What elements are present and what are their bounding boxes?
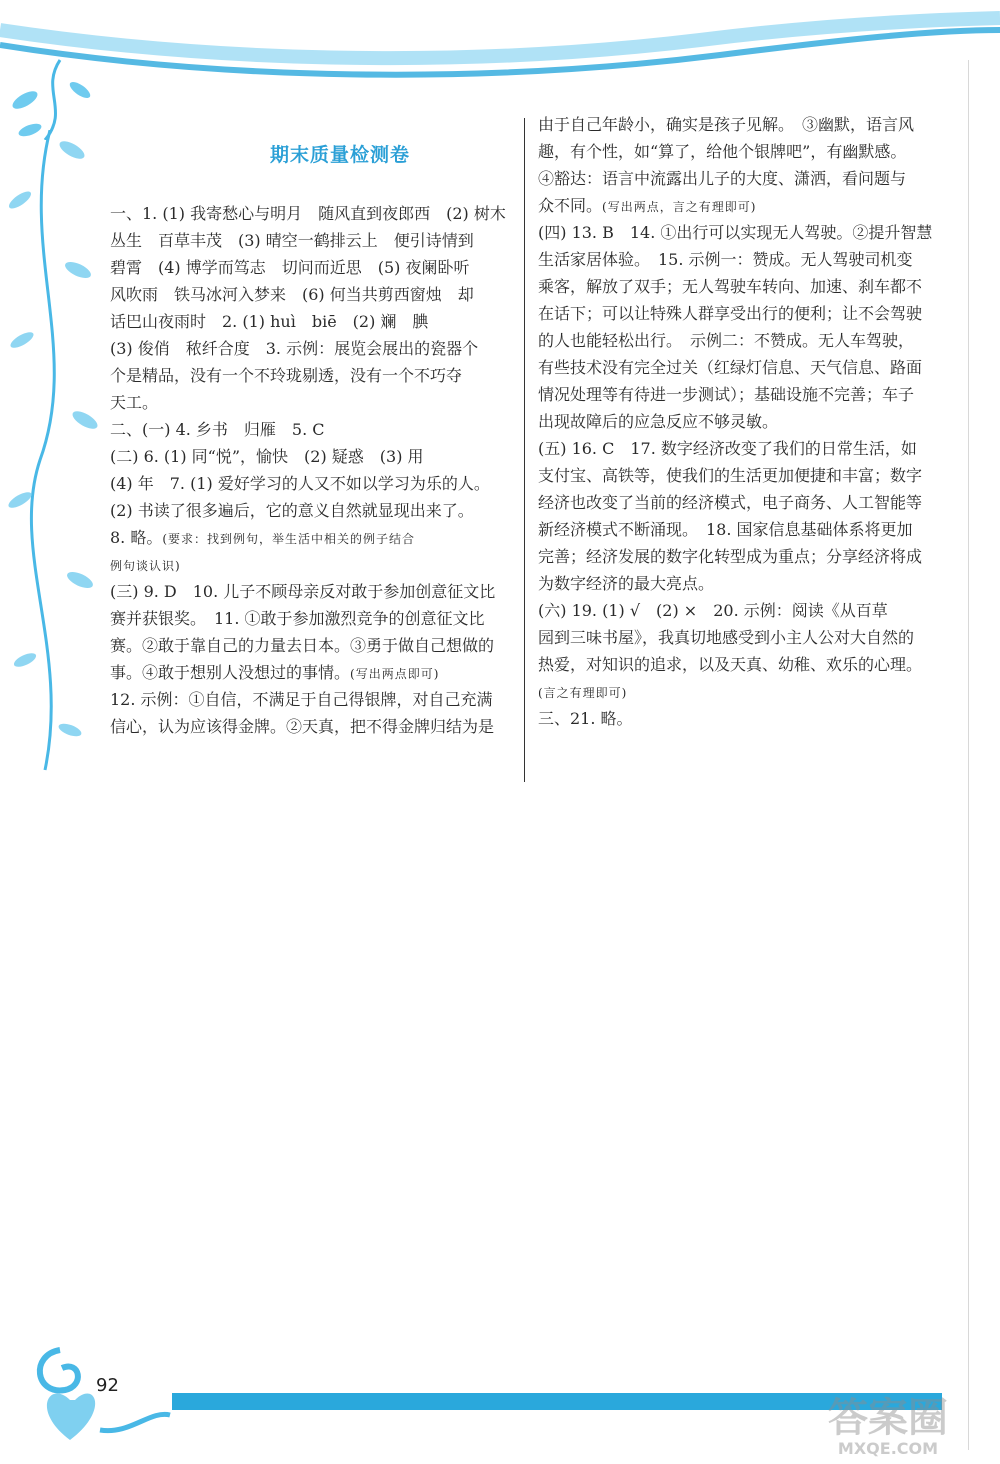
answer-line: [538, 165, 932, 192]
vine-left-decoration: [0, 130, 120, 830]
answer-text: (二) 6. (1) 同“悦”，愉快 (2) 疑惑 (3) 用: [110, 447, 424, 466]
answer-text: 完善；经济发展的数字化转型成为重点；分享经济将成: [538, 547, 923, 566]
answer-line: [110, 308, 506, 335]
answer-text: 一、1. (1) 我寄愁心与明月 随风直到夜郎西 (2) 树木: [110, 204, 506, 223]
answer-line: [538, 570, 932, 597]
page-edge-line: [968, 60, 969, 1450]
answer-text: 情况处理等有待进一步测试）；基础设施不完善；车子: [538, 385, 915, 404]
answer-text: 由于自己年龄小，确实是孩子见解。 ③幽默，语言风: [538, 115, 915, 134]
answer-line: [110, 713, 506, 740]
answer-line: [110, 416, 506, 443]
heart-swirl-decoration: [0, 1340, 180, 1450]
answer-text: 经济也改变了当前的经济模式，电子商务、人工智能等: [538, 493, 923, 512]
answer-text: (3) 俊俏 秾纤合度 3. 示例：展览会展出的瓷器个: [110, 339, 479, 358]
answer-text: 三、21. 略。: [538, 709, 633, 728]
answer-line: [538, 219, 932, 246]
answer-text: 碧霄 (4) 博学而笃志 切问而近思 (5) 夜阑卧听: [110, 258, 470, 277]
answer-line: [110, 470, 506, 497]
answer-line: [110, 254, 506, 281]
page-title: 期末质量检测卷: [269, 144, 410, 166]
answer-line: [538, 138, 932, 165]
answer-note: (言之有理即可): [538, 686, 628, 700]
column-divider: [524, 118, 525, 782]
answer-text: 12. 示例：①自信，不满足于自己得银牌，对自己充满: [110, 690, 493, 709]
answer-line: [110, 362, 506, 389]
answer-line: [538, 624, 932, 651]
answer-line: [538, 705, 932, 732]
page-number: 92: [96, 1375, 119, 1396]
answer-line: [110, 659, 506, 686]
answer-text: 个是精品，没有一个不玲珑剔透，没有一个不巧夺: [110, 366, 463, 385]
answer-line: [538, 192, 932, 219]
answer-note: (要求：找到例句，举生活中相关的例子结合: [162, 532, 416, 546]
answer-text: (五) 16. C 17. 数字经济改变了我们的日常生活，如: [538, 439, 917, 458]
answer-text: 的人也能轻松出行。 示例二：不赞成。无人车驾驶，: [538, 331, 915, 350]
answer-text: 事。④敢于想别人没想过的事情。: [110, 663, 351, 682]
watermark: [808, 1396, 968, 1458]
answer-line: [110, 227, 506, 254]
answer-text: (六) 19. (1) √ (2) × 20. 示例：阅读《从百草: [538, 601, 888, 620]
answer-line: [110, 551, 506, 578]
answer-text: 风吹雨 铁马冰河入梦来 (6) 何当共剪西窗烛 却: [110, 285, 474, 304]
answer-line: [110, 443, 506, 470]
answer-text: 二、(一) 4. 乡书 归雁 5. C: [110, 420, 325, 439]
answer-text: 生活家居体验。 15. 示例一：赞成。无人驾驶司机变: [538, 250, 913, 269]
answer-text: 为数字经济的最大亮点。: [538, 574, 715, 593]
answer-line: [538, 543, 932, 570]
answer-text: (四) 13. B 14. ①出行可以实现无人驾驶。②提升智慧: [538, 223, 933, 242]
answer-note: 例句谈认识): [110, 559, 181, 573]
answer-text: 新经济模式不断涌现。 18. 国家信息基础体系将更加: [538, 520, 913, 539]
answer-line: [538, 516, 932, 543]
answer-line: [110, 497, 506, 524]
answer-text: 有些技术没有完全过关（红绿灯信息、天气信息、路面: [538, 358, 923, 377]
answer-text: 话巴山夜雨时 2. (1) huì biē (2) 斓 腆: [110, 312, 429, 331]
watermark-logo: 答案圈: [828, 1395, 948, 1441]
answer-line: [538, 300, 932, 327]
answer-line: [538, 651, 932, 678]
answer-line: [538, 354, 932, 381]
left-answer-column: [110, 200, 506, 740]
answer-line: [110, 524, 506, 551]
right-answer-column: [538, 111, 932, 732]
answer-line: [538, 408, 932, 435]
answer-text: 在话下；可以让特殊人群享受出行的便利；让不会驾驶: [538, 304, 923, 323]
answer-line: [110, 578, 506, 605]
answer-text: 天工。: [110, 393, 159, 412]
answer-line: [110, 281, 506, 308]
answer-line: [110, 200, 506, 227]
answer-text: 支付宝、高铁等，使我们的生活更加便捷和丰富；数字: [538, 466, 923, 485]
answer-line: [538, 111, 932, 138]
answer-text: 趣，有个性，如“算了，给他个银牌吧”，有幽默感。: [538, 142, 907, 161]
answer-line: [110, 389, 506, 416]
answer-text: 赛。②敢于靠自己的力量去日本。③勇于做自己想做的: [110, 636, 495, 655]
answer-line: [538, 246, 932, 273]
answer-line: [110, 335, 506, 362]
answer-line: [538, 435, 932, 462]
answer-text: ④豁达：语言中流露出儿子的大度、潇洒，看问题与: [538, 169, 907, 188]
answer-text: 赛并获银奖。 11. ①敢于参加激烈竞争的创意征文比: [110, 609, 485, 628]
answer-text: 园到三味书屋》，我真切地感受到小主人公对大自然的: [538, 628, 915, 647]
answer-text: (三) 9. D 10. 儿子不顾母亲反对敢于参加创意征文比: [110, 582, 496, 601]
answer-line: [110, 686, 506, 713]
answer-line: [538, 489, 932, 516]
answer-text: 乘客，解放了双手；无人驾驶车转向、加速、刹车都不: [538, 277, 923, 296]
answer-text: 丛生 百草丰茂 (3) 晴空一鹤排云上 便引诗情到: [110, 231, 474, 250]
answer-line: [538, 462, 932, 489]
answer-line: [538, 327, 932, 354]
answer-line: [110, 605, 506, 632]
answer-line: [538, 678, 932, 705]
answer-text: 热爱，对知识的追求，以及天真、幼稚、欢乐的心理。: [538, 655, 923, 674]
answer-line: [538, 381, 932, 408]
answer-note: (写出两点即可): [350, 667, 440, 681]
answer-line: [538, 273, 932, 300]
answer-text: (2) 书读了很多遍后，它的意义自然就显现出来了。: [110, 501, 474, 520]
answer-note: (写出两点，言之有理即可): [602, 200, 757, 214]
answer-text: 众不同。: [538, 196, 603, 215]
answer-text: 信心，认为应该得金牌。②天真，把不得金牌归结为是: [110, 717, 495, 736]
answer-text: 出现故障后的应急反应不够灵敏。: [538, 412, 779, 431]
answer-text: 8. 略。: [110, 528, 163, 547]
watermark-url: MXQE.COM: [837, 1439, 939, 1458]
answer-line: [110, 632, 506, 659]
answer-line: [538, 597, 932, 624]
answer-text: (4) 年 7. (1) 爱好学习的人又不如以学习为乐的人。: [110, 474, 490, 493]
